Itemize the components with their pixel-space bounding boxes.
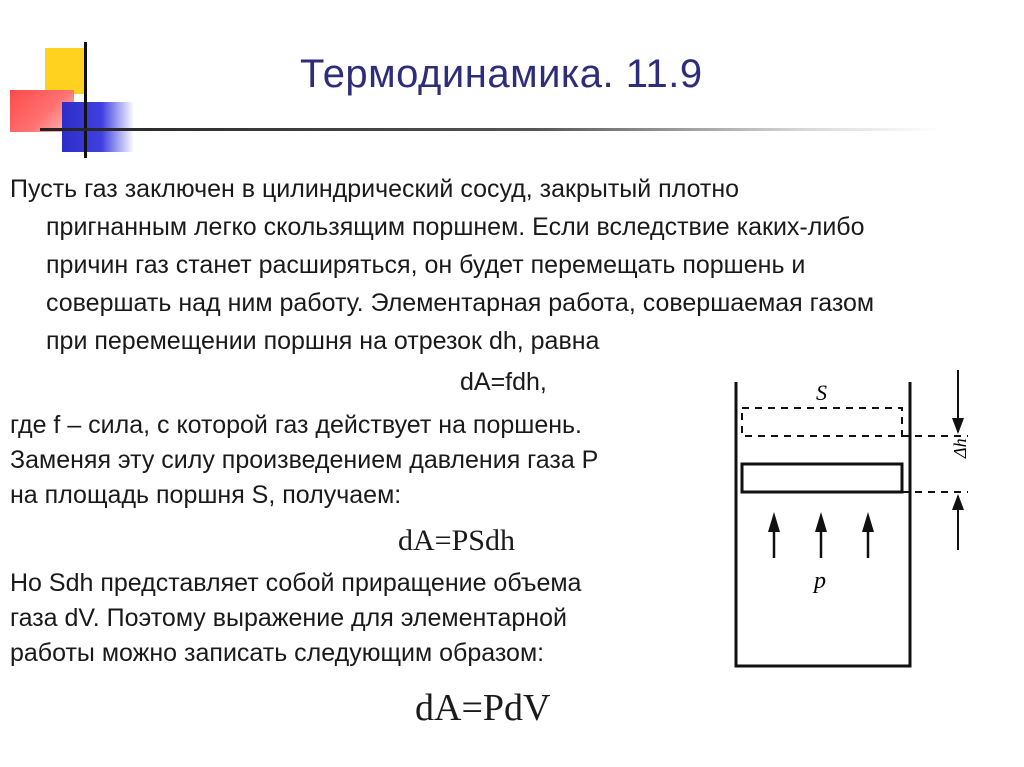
decor-yellow-square: [45, 48, 87, 94]
area-label: S: [816, 380, 827, 405]
paragraph-line: на площадь поршня S, получаем:: [10, 481, 402, 509]
formula-work-force: dA=fdh,: [460, 368, 547, 396]
paragraph-line: причин газ станет расширяться, он будет перемещать поршень и: [46, 251, 806, 279]
decor-blue-square: [62, 102, 134, 152]
displacement-label: Δh: [950, 438, 970, 458]
pressure-label: p: [814, 568, 826, 594]
arrow-up-icon: [815, 512, 827, 532]
formula-work-pressure-area: dA=PSdh: [398, 524, 515, 557]
slide-title: Термодинамика. 11.9: [300, 52, 703, 96]
paragraph-line: при перемещении поршня на отрезок dh, равна: [46, 327, 600, 355]
piston-initial-position: [742, 408, 902, 436]
paragraph-line: где f – сила, с которой газ действует на поршень.: [10, 411, 582, 439]
title-underline: [40, 128, 940, 131]
paragraph-line: газа dV. Поэтому выражение для элементарной: [10, 604, 567, 632]
paragraph-line: Пусть газ заключен в цилиндрический сосуд, закрытый плотно: [10, 175, 740, 203]
arrow-up-icon: [952, 494, 964, 510]
paragraph-line: пригнанным легко скользящим поршнем. Если вследствие каких-либо: [46, 213, 865, 241]
decor-vertical-line: [84, 42, 87, 158]
paragraph-force: [10, 408, 598, 513]
arrow-up-icon: [768, 512, 780, 532]
paragraph-intro: [10, 170, 874, 360]
paragraph-line: Заменяя эту силу произведением давления газа P: [10, 446, 599, 474]
arrow-down-icon: [952, 418, 964, 434]
piston: [742, 464, 902, 492]
paragraph-line: работы можно записать следующим образом:: [10, 639, 545, 667]
paragraph-line: Но Sdh представляет собой приращение объема: [10, 569, 582, 597]
paragraph-line: совершать над ним работу. Элементарная работа, совершаемая газом: [46, 289, 875, 317]
arrow-up-icon: [862, 512, 874, 532]
formula-work-volume: dA=PdV: [415, 687, 551, 729]
piston-cylinder-diagram: [700, 360, 990, 680]
paragraph-volume: [10, 566, 581, 671]
